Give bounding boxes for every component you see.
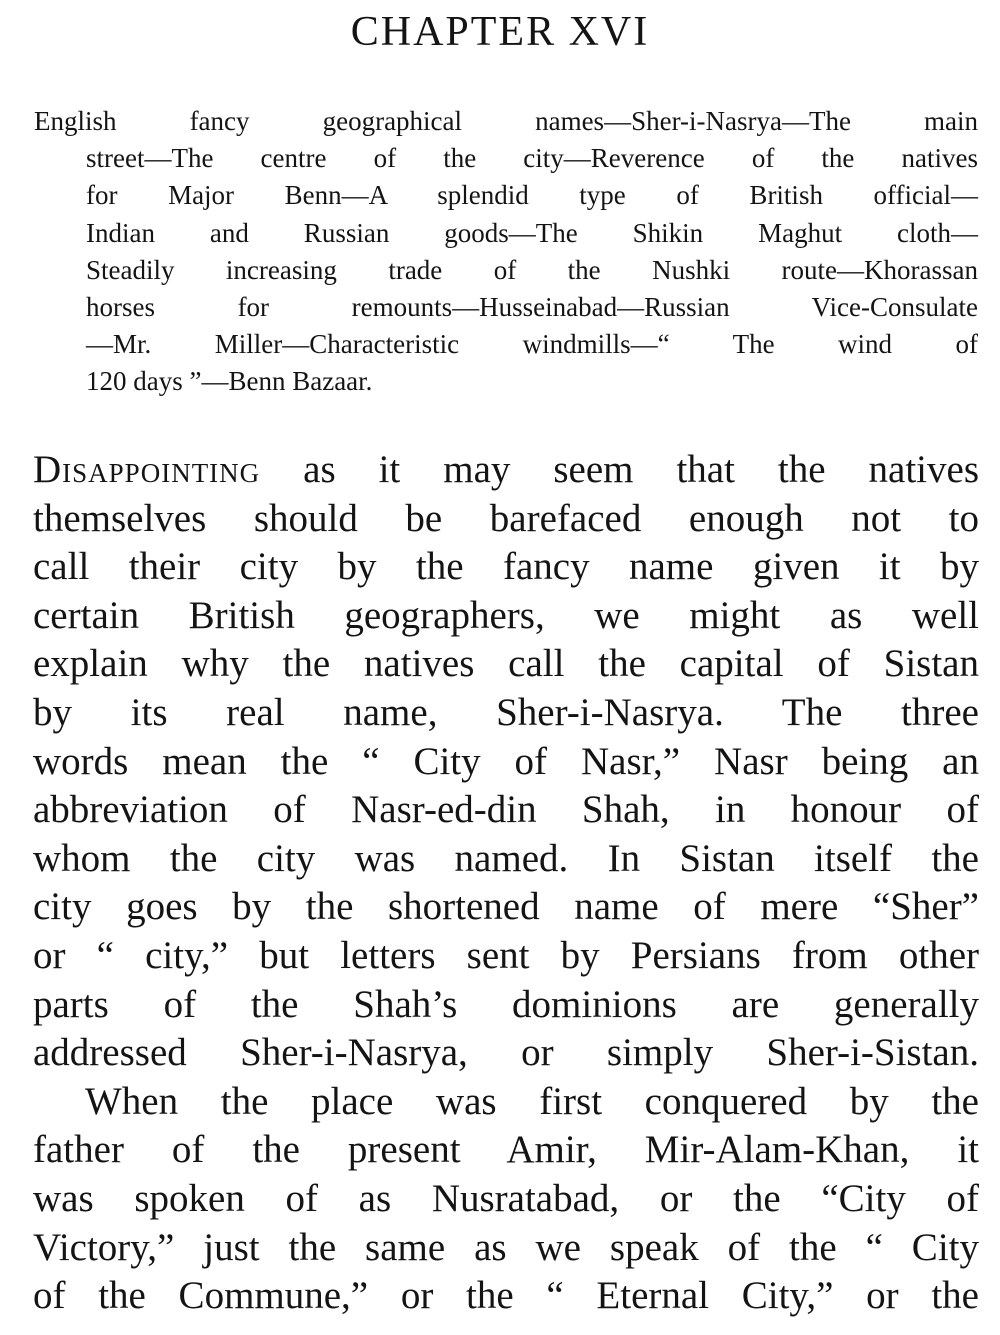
body-line: was spoken of as Nusratabad, or the “City of	[33, 1176, 979, 1220]
body-line: by its real name, Sher-i-Nasrya. The three	[33, 690, 979, 734]
body-line: themselves should be barefaced enough not to	[33, 496, 979, 540]
body-line: of the Commune,” or the “ Eternal City,” or the	[33, 1274, 979, 1318]
body-line	[33, 446, 979, 495]
body-line: explain why the natives call the capital of Sistan	[33, 642, 979, 686]
body-line-text: as it may seem that the natives	[260, 448, 979, 491]
synopsis-line: 120 days ”—Benn Bazaar.	[86, 366, 373, 397]
synopsis-line: for Major Benn—A splendid type of British official—	[86, 180, 978, 211]
body-line: call their city by the fancy name given it by	[33, 545, 979, 589]
chapter-synopsis	[34, 103, 978, 401]
body-line: father of the present Amir, Mir-Alam-Khan, it	[33, 1128, 979, 1172]
synopsis-line: horses for remounts—Husseinabad—Russian Vice-Consulate	[86, 292, 978, 323]
body-line: or “ city,” but letters sent by Persians from other	[33, 933, 979, 977]
synopsis-line: English fancy geographical names—Sher-i-Nasrya—The main	[34, 106, 978, 136]
body-line: addressed Sher-i-Nasrya, or simply Sher-i-Sistan.	[33, 1031, 979, 1075]
chapter-title: CHAPTER XVI	[350, 9, 650, 55]
body-line: whom the city was named. In Sistan itself the	[33, 836, 979, 880]
synopsis-line: —Mr. Miller—Characteristic windmills—“ The wind of	[86, 329, 978, 360]
body-line: abbreviation of Nasr-ed-din Shah, in honour of	[33, 788, 979, 832]
body-line: parts of the Shah’s dominions are generally	[33, 982, 979, 1026]
lead-word: Disappointing	[33, 448, 261, 491]
body-line: When the place was first conquered by the	[85, 1079, 979, 1123]
synopsis-line: street—The centre of the city—Reverence of the natives	[86, 143, 978, 174]
synopsis-line: Indian and Russian goods—The Shikin Maghut cloth—	[86, 217, 978, 248]
body-line: city goes by the shortened name of mere “Sher”	[33, 885, 979, 929]
body-line: Victory,” just the same as we speak of the “ City	[33, 1225, 979, 1269]
body-text	[33, 446, 979, 1321]
body-line: certain British geographers, we might as well	[33, 593, 979, 637]
synopsis-line: Steadily increasing trade of the Nushki route—Khorassan	[86, 254, 978, 285]
body-line: words mean the “ City of Nasr,” Nasr being an	[33, 739, 979, 783]
